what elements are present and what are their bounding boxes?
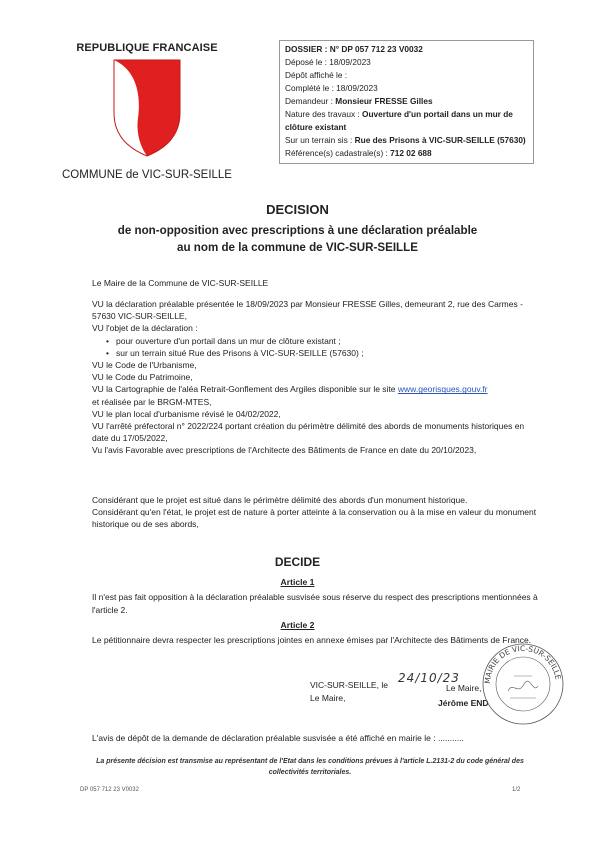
republique-label: REPUBLIQUE FRANCAISE xyxy=(76,42,218,54)
mayor-name: Jérôme END xyxy=(438,698,489,708)
vu-arrete: VU l'arrêté préfectoral n° 2022/224 portant création du périmètre délimité des abords de monuments historiques en date du 17/05/2022, xyxy=(92,421,525,444)
affiche-date: Dépôt affiché le : xyxy=(285,70,348,80)
vu-objet: VU l'objet de la déclaration : xyxy=(92,323,198,334)
nature-value: Ouverture d'un portail dans un mur de clôture existant xyxy=(285,109,513,132)
vu-code-urbanisme: VU le Code de l'Urbanisme, xyxy=(92,360,197,371)
objet-item-1: • pour ouverture d'un portail dans un mur de clôture existant ; xyxy=(116,335,540,347)
dossier-info-box xyxy=(279,40,534,164)
page-number: 1/2 xyxy=(512,787,521,793)
demandeur-line xyxy=(285,95,528,108)
affichage-line: L'avis de dépôt de la demande de déclaration préalable susvisée a été affiché en mairie le : ........... xyxy=(92,733,464,743)
vu-code-patrimoine: VU le Code du Patrimoine, xyxy=(92,372,193,383)
transmission-notice: La présente décision est transmise au représentant de l'Etat dans les conditions prévues à l'article L.2131-2 du code général des collectivités territoriales. xyxy=(96,758,524,776)
handwritten-date: 24/10/23 xyxy=(398,671,460,685)
terrain-line xyxy=(285,134,528,147)
article-2-title: Article 2 xyxy=(280,620,315,630)
nature-label: Nature des travaux : xyxy=(285,109,363,119)
commune-header xyxy=(62,42,232,181)
decision-title: DECISION xyxy=(266,202,329,217)
footer-reference: DP 057 712 23 V0032 xyxy=(80,787,139,793)
subtitle-line-1: de non-opposition avec prescriptions à une déclaration préalable xyxy=(117,224,478,237)
vu-cartographie-text: VU la Cartographie de l'aléa Retrait-Gonflement des Argiles disponible sur le site xyxy=(92,384,398,395)
reference-label: Référence(s) cadastrale(s) : xyxy=(285,148,391,158)
vu-section xyxy=(92,298,540,457)
subtitle-line-2: au nom de la commune de VIC-SUR-SEILLE xyxy=(177,241,418,254)
considerant-2: Considérant qu'en l'état, le projet est de nature à porter atteinte à la conservation ou à la mise en valeur du monument historique ou de ses abords, xyxy=(92,507,537,530)
decide-heading: DECIDE xyxy=(274,555,321,569)
vu-avis-abf: Vu l'avis Favorable avec prescriptions de l'Architecte des Bâtiments de France en date du 20/10/2023, xyxy=(92,445,477,456)
vu-cartographie xyxy=(92,383,540,395)
stamp-text: MAIRIE DE VIC-SUR-SEILLE xyxy=(482,643,563,685)
reference-line xyxy=(285,147,528,160)
article-1-title: Article 1 xyxy=(280,577,315,587)
vu-plu: VU le plan local d'urbanisme révisé le 04/02/2022, xyxy=(92,408,281,419)
reference-value: 712 02 688 xyxy=(390,148,432,158)
maire-line: Le Maire de la Commune de VIC-SUR-SEILLE xyxy=(92,278,269,288)
considerant-1: Considérant que le projet est situé dans le périmètre délimité des abords d'un monument historique. xyxy=(92,495,468,505)
nature-line xyxy=(285,108,528,134)
mairie-stamp xyxy=(478,636,568,726)
signature-le-maire-2: Le Maire, xyxy=(446,683,482,693)
demandeur-value: Monsieur FRESSE Gilles xyxy=(335,96,433,106)
svg-text:MAIRIE DE VIC-SUR-SEILLE xyxy=(483,644,563,684)
dossier-number: DOSSIER : N° DP 057 712 23 V0032 xyxy=(285,44,423,54)
signature-place: VIC-SUR-SEILLE, le xyxy=(310,680,388,690)
terrain-value: Rue des Prisons à VIC-SUR-SEILLE (57630) xyxy=(354,135,526,145)
georisques-link[interactable]: www.georisques.gouv.fr xyxy=(397,384,488,395)
objet-item-2: • sur un terrain situé Rue des Prisons à VIC-SUR-SEILLE (57630) ; xyxy=(116,347,540,359)
vu-declaration: VU la déclaration préalable présentée le 18/09/2023 par Monsieur FRESSE Gilles, demeurant 2, rue des Carmes - 57630 VIC-SUR-SEILLE, xyxy=(92,299,523,322)
article-1-text: Il n'est pas fait opposition à la déclaration préalable susvisée sous réserve du respect des prescriptions mentionnées à l'article 2. xyxy=(92,592,538,615)
complete-date: Complété le : 18/09/2023 xyxy=(285,83,378,93)
commune-shield-logo xyxy=(112,58,182,158)
terrain-label: Sur un terrain sis : xyxy=(285,135,355,145)
objet-list xyxy=(92,335,540,359)
demandeur-label: Demandeur : xyxy=(285,96,336,106)
decision-subtitle xyxy=(0,222,595,256)
signature-le-maire: Le Maire, xyxy=(310,693,346,703)
considerant-section xyxy=(92,494,540,531)
commune-name: COMMUNE de VIC-SUR-SEILLE xyxy=(62,169,232,181)
vu-brgm: et réalisée par le BRGM-MTES, xyxy=(92,396,212,407)
depose-date: Déposé le : 18/09/2023 xyxy=(285,57,371,67)
article-2-text: Le pétitionnaire devra respecter les prescriptions jointes en annexe émises par l'Architecte des Bâtiments de France. xyxy=(92,635,532,645)
